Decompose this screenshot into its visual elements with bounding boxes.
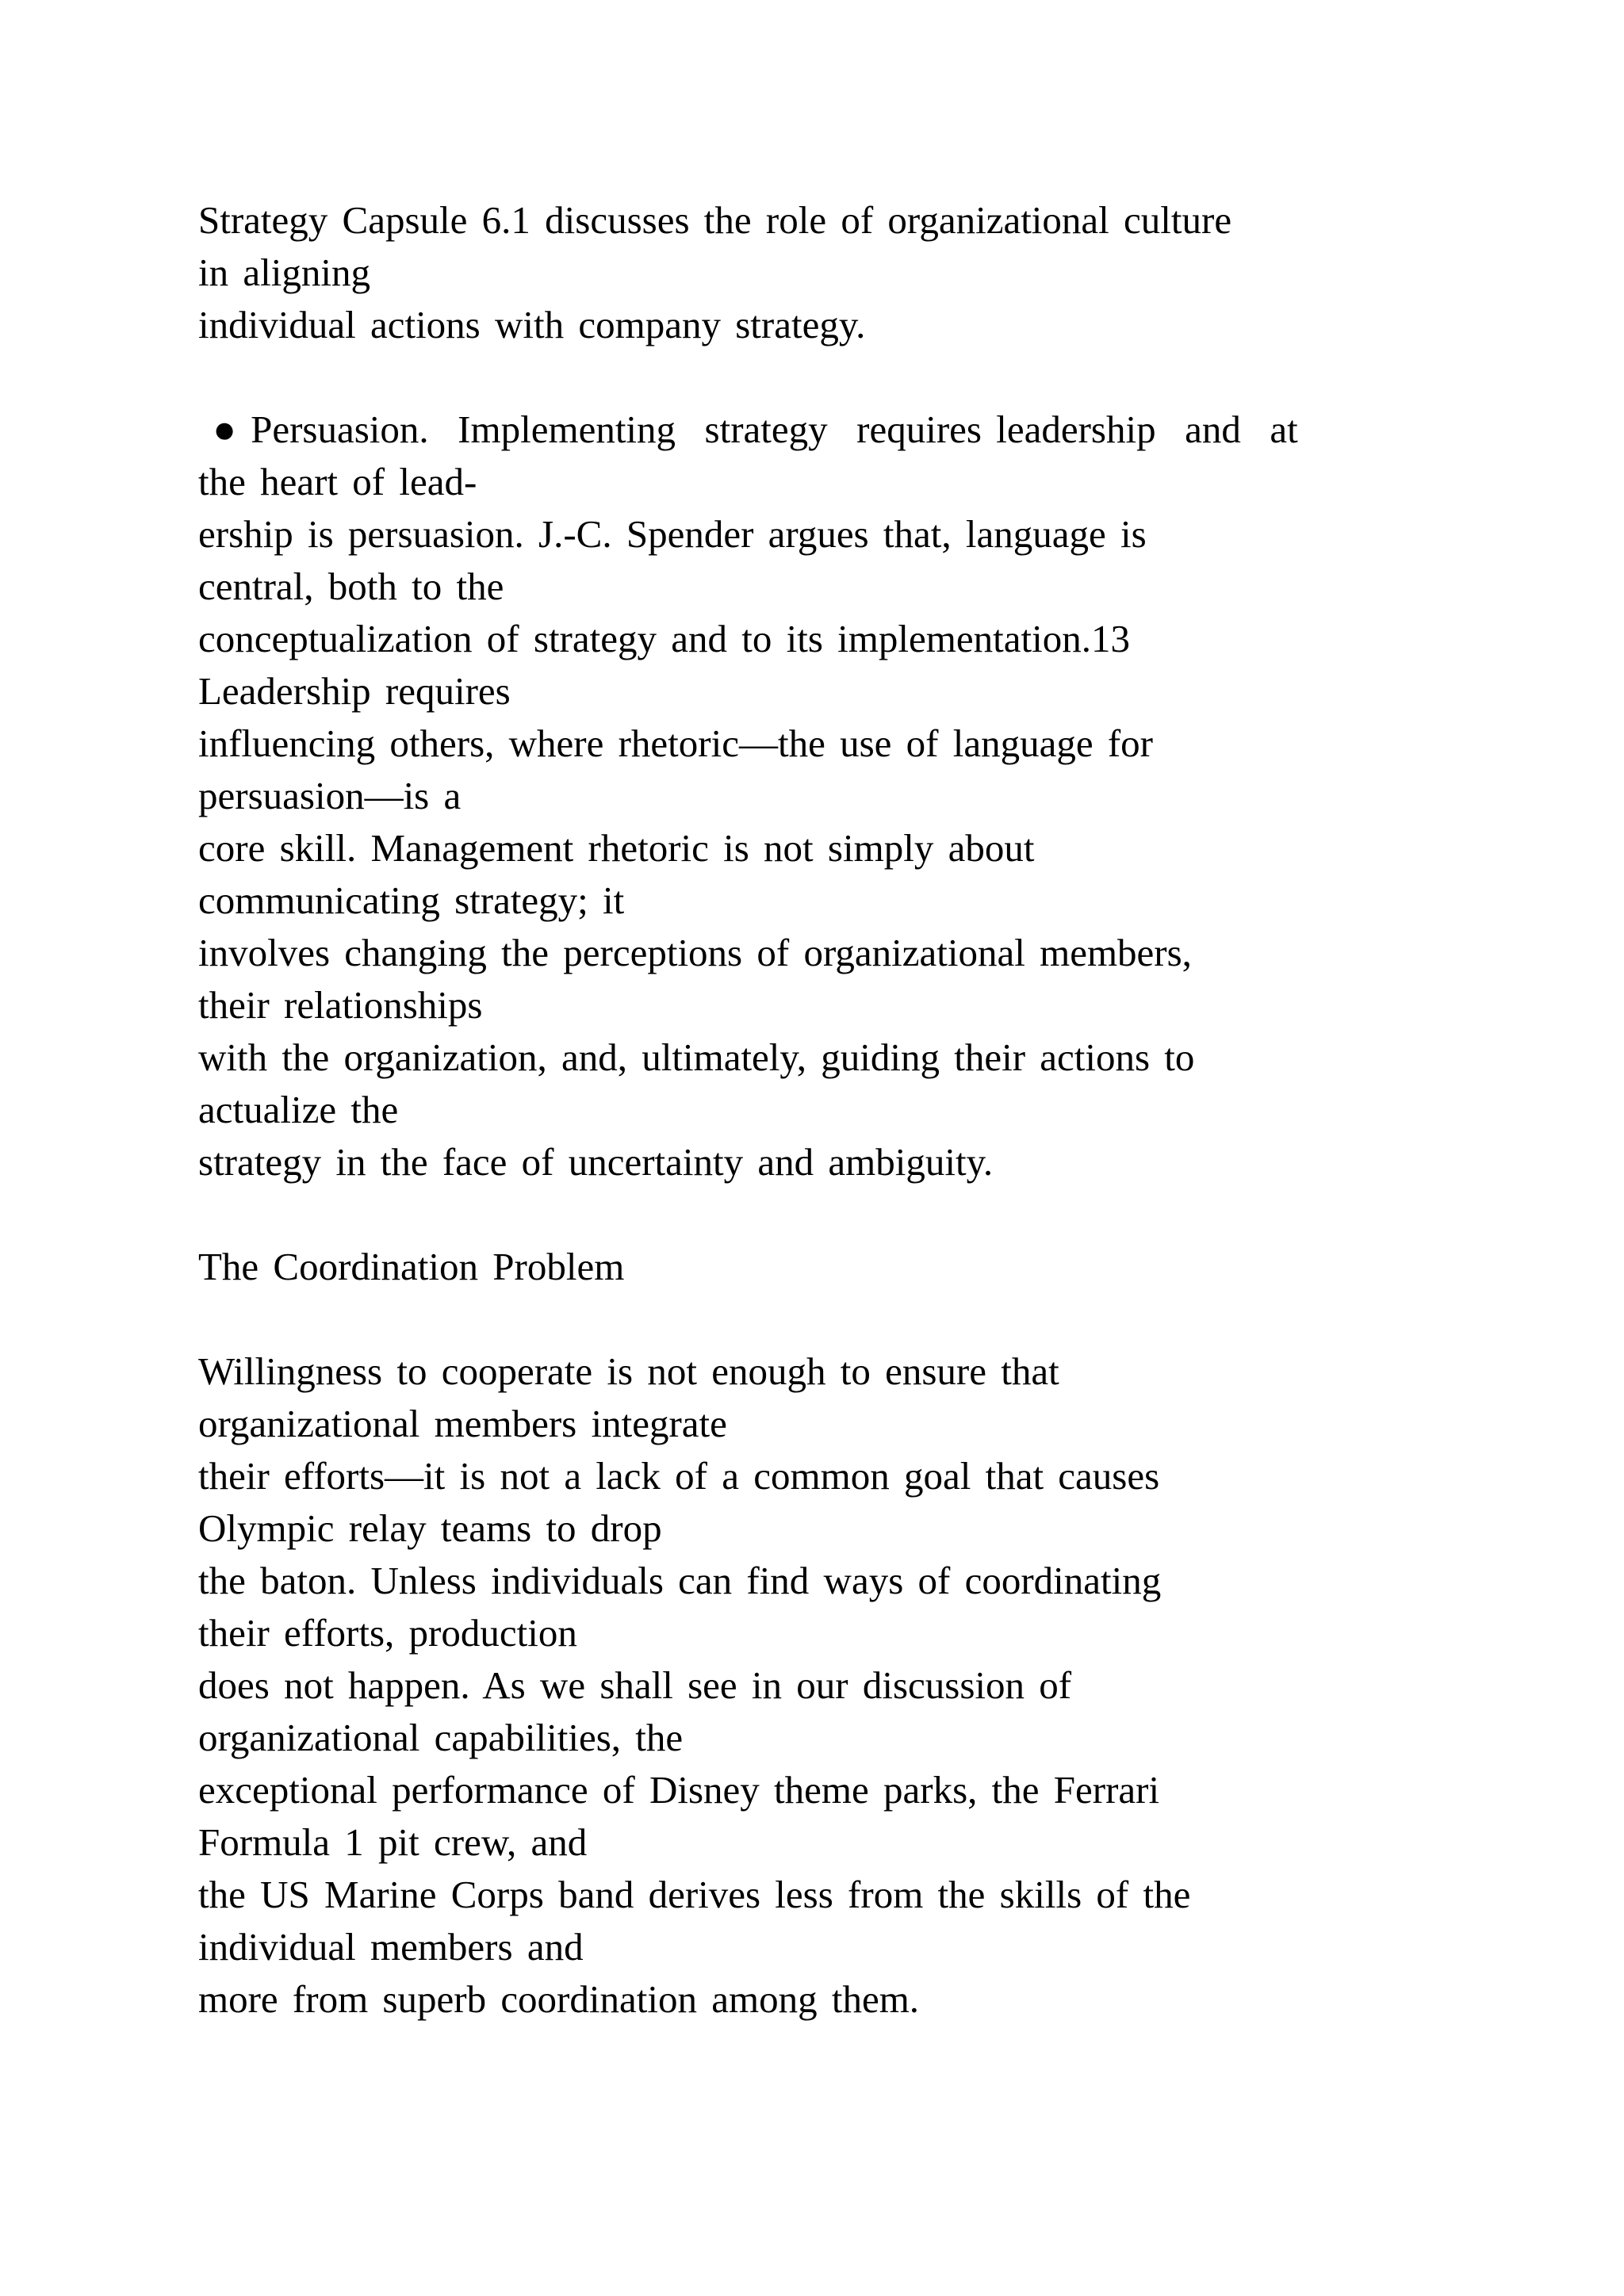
text-line: the baton. Unless individuals can find ways of coordinating	[198, 1559, 1162, 1602]
section-heading: The Coordination Problem	[198, 1245, 625, 1288]
text-line: the heart of lead-	[198, 460, 477, 503]
text-line: conceptualization of strategy and to its implementation.13	[198, 617, 1130, 660]
text-line: Leadership requires	[198, 669, 511, 713]
text-line: ● Persuasion. Implementing strategy requires leadership and at	[198, 408, 1298, 451]
paragraph-coordination	[198, 1345, 1507, 2026]
text-line: Willingness to cooperate is not enough to ensure that	[198, 1349, 1059, 1393]
paragraph-culture	[198, 194, 1507, 351]
text-line: central, both to the	[198, 564, 504, 608]
text-line: their relationships	[198, 983, 483, 1027]
text-line: communicating strategy; it	[198, 878, 625, 922]
text-line: does not happen. As we shall see in our discussion of	[198, 1663, 1072, 1707]
text-line: with the organization, and, ultimately, guiding their actions to	[198, 1035, 1195, 1079]
text-line: influencing others, where rhetoric—the use of language for	[198, 721, 1153, 765]
text-line: in aligning	[198, 251, 370, 294]
document-body	[198, 194, 1507, 2026]
text-line: their efforts—it is not a lack of a common goal that causes	[198, 1454, 1160, 1498]
text-line: their efforts, production	[198, 1611, 577, 1655]
text-line: Formula 1 pit crew, and	[198, 1820, 588, 1864]
text-line: individual actions with company strategy.	[198, 303, 866, 346]
text-line: the US Marine Corps band derives less from the skills of the	[198, 1873, 1191, 1916]
paragraph-spacer	[198, 1188, 1507, 1241]
text-line: ership is persuasion. J.-C. Spender argues that, language is	[198, 512, 1147, 556]
text-line: organizational capabilities, the	[198, 1716, 684, 1759]
text-line: Olympic relay teams to drop	[198, 1506, 662, 1550]
text-line: strategy in the face of uncertainty and ambiguity.	[198, 1140, 994, 1184]
text-line: exceptional performance of Disney theme parks, the Ferrari	[198, 1768, 1160, 1812]
paragraph-persuasion	[198, 404, 1507, 1188]
text-line: organizational members integrate	[198, 1402, 727, 1445]
text-line: more from superb coordination among them.	[198, 1977, 920, 2021]
text-line: core skill. Management rhetoric is not simply about	[198, 826, 1035, 870]
text-line: persuasion—is a	[198, 774, 462, 817]
text-line: involves changing the perceptions of organizational members,	[198, 931, 1192, 974]
text-line: actualize the	[198, 1088, 399, 1131]
text-line: Strategy Capsule 6.1 discusses the role of organizational culture	[198, 198, 1232, 242]
text-line: individual members and	[198, 1925, 584, 1969]
paragraph-spacer	[198, 1293, 1507, 1345]
paragraph-spacer	[198, 351, 1507, 404]
